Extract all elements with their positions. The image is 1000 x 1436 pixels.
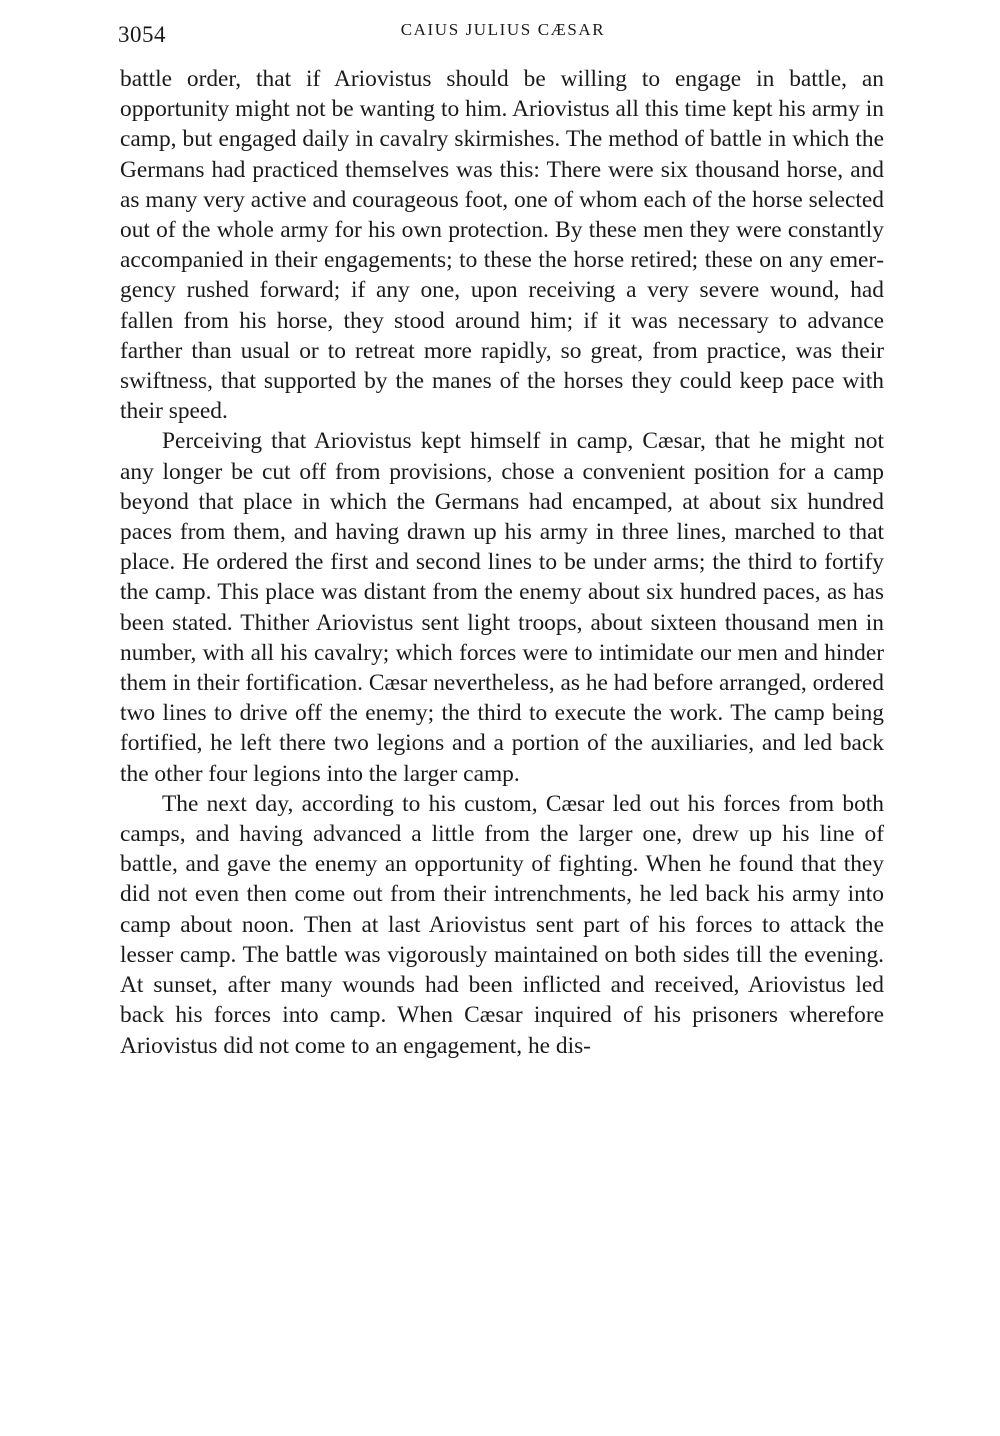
paragraph: The next day, according to his custom, Cæsar led out his forces from both camps, and having advanced a little from the larger one, drew up his line of battle, and gave the enemy an opportunity of fighting. When he found that they did not even then come out from their intrenchments, he led back his army into camp about noon. Then at last Ariovistus sent part of his forces to attack the lesser camp. The battle was vigorously maintained on both sides till the evening. At sunset, after many wounds had been inflicted and received, Ariovistus led back his forces into camp. When Cæsar inquired of his prisoners wherefore Ariovistus did not come to an engagement, he dis- [120,790,884,1059]
paragraph-continuation: battle order, that if Ariovistus should be willing to engage in battle, an opportunity might not be wanting to him. Ariovistus all this time kept his army in camp, but engaged daily in cavalry skirmishes. The method of battle in which the Germans had practiced themselves was this: There were six thousand horse, and as many very active and courageous foot, one of whom each of the horse selected out of the whole army for his own protection. By these men they were constantly accompanied in their engagements; to these the horse retired; these on any emergency rushed forward; if any one, upon receiving a very severe wound, had fallen from his horse, they stood around him; if it was necessary to advance farther than usual or to retreat more rapidly, so great, from practice, was their swiftness, that supported by the manes of the horses they could keep pace with their speed. [120,66,884,425]
body-text [120,64,884,1061]
paragraph: Perceiving that Ariovistus kept himself in camp, Cæsar, that he might not any longer be cut off from provisions, chose a convenient position for a camp beyond that place in which the Germans had encamped, at about six hundred paces from them, and having drawn up his army in three lines, marched to that place. He ordered the first and second lines to be under arms; the third to fortify the camp. This place was distant from the enemy about six hundred paces, as has been stated. Thither Ariovistus sent light troops, about sixteen thousand men in number, with all his cavalry; which forces were to intimidate our men and hinder them in their fortification. Cæsar nevertheless, as he had before arranged, ordered two lines to drive off the enemy; the third to execute the work. The camp being fortified, he left there two legions and a portion of the auxiliaries, and led back the other four legions into the larger camp. [120,428,884,787]
running-title: CAIUS JULIUS CÆSAR [400,20,606,39]
page-header [118,16,888,52]
page-number: 3054 [118,22,166,47]
